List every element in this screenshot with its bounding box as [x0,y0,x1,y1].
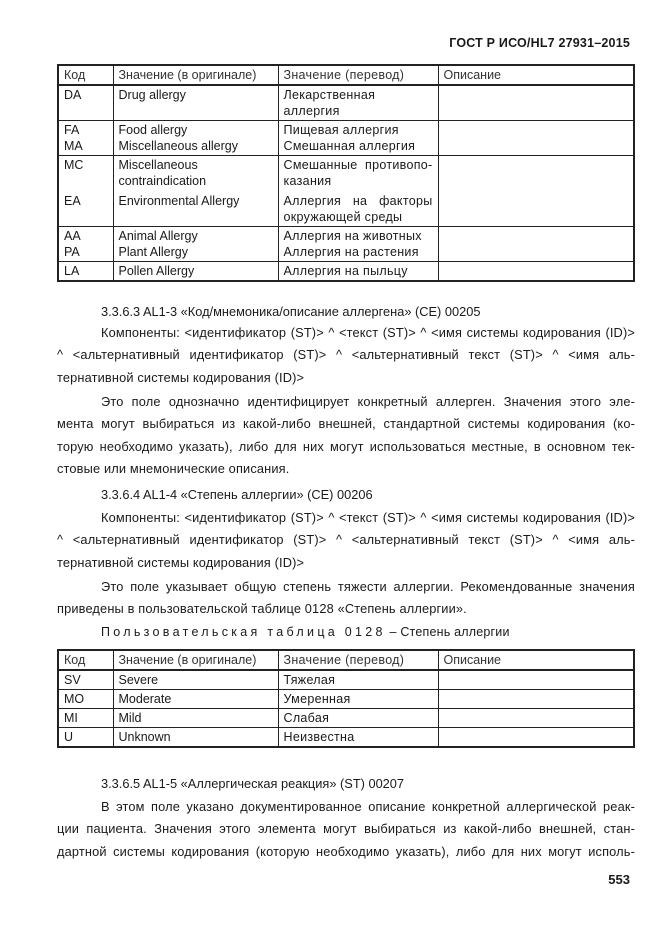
allergy-severity-table [57,649,635,748]
translation-cell: Аллергия на пыльцу [278,262,438,282]
original-cell: Animal Allergy Plant Allergy [113,227,278,262]
column-header-description: Описание [438,650,634,670]
translation-cell: Пищевая аллергия Смешанная аллергия [278,121,438,156]
translation-cell: Смешанные противопо- казания Аллергия на факторы окружающей среды [278,156,438,227]
description-cell [438,709,634,728]
page-number: 553 [608,872,630,887]
allergy-type-table [57,64,635,282]
section-363-heading: 3.3.6.3 AL1-3 «Код/мнемоника/описание аллергена» (CE) 00205 [101,304,481,319]
description-cell [438,670,634,690]
column-header-original: Значение (в оригинале) [113,65,278,85]
table-header-row [58,65,634,85]
description-cell [438,121,634,156]
column-header-code: Код [58,65,113,85]
table-row [58,262,634,282]
original-cell: Moderate [113,690,278,709]
code-cell: SV [58,670,113,690]
translation-cell: Умеренная [278,690,438,709]
table-caption-title: Степень аллергии [400,625,510,639]
description-cell [438,85,634,121]
section-363-description: Это поле однозначно идентифицирует конкретный аллерген. Значения этого эле-мента могут выбираться из какой-либо внешней, стандартной системы кодирования (ко-торую необходимо указать), либо для них могут использоваться местные, в основном тек-стовые или мнемонические описания. [57,394,635,476]
translation-cell: Неизвестна [278,728,438,748]
code-cell: FA MA [58,121,113,156]
original-cell: Pollen Allergy [113,262,278,282]
original-cell: Miscellaneous contraindication Environmental Allergy [113,156,278,227]
table-row [58,156,634,227]
code-cell: AA PA [58,227,113,262]
original-cell: Unknown [113,728,278,748]
column-header-translation: Значение (перевод) [278,650,438,670]
code-cell: DA [58,85,113,121]
original-cell: Drug allergy [113,85,278,121]
table-row [58,709,634,728]
original-cell: Food allergy Miscellaneous allergy [113,121,278,156]
translation-cell: Лекарственная аллергия [278,85,438,121]
table-caption [101,625,510,639]
original-cell: Severe [113,670,278,690]
section-364-description: Это поле указывает общую степень тяжести аллергии. Рекомендованные значения приведены в пользовательской таблице 0128 «Степень аллергии». [57,579,635,617]
translation-cell: Слабая [278,709,438,728]
table-row [58,85,634,121]
original-cell: Mild [113,709,278,728]
column-header-translation: Значение (перевод) [278,65,438,85]
translation-cell: Аллергия на животных Аллергия на растения [278,227,438,262]
description-cell [438,728,634,748]
description-cell [438,227,634,262]
table-row [58,690,634,709]
table-row [58,728,634,748]
section-364-heading: 3.3.6.4 AL1-4 «Степень аллергии» (CE) 00206 [101,487,373,502]
description-cell [438,156,634,227]
table-caption-label: Пользовательская таблица 0128 [101,625,386,639]
table-header-row [58,650,634,670]
column-header-code: Код [58,650,113,670]
description-cell [438,262,634,282]
table-row [58,670,634,690]
table-caption-dash: – [385,625,401,639]
code-cell: LA [58,262,113,282]
code-cell: U [58,728,113,748]
table-row [58,227,634,262]
code-cell: MC EA [58,156,113,227]
column-header-description: Описание [438,65,634,85]
section-364-components: Компоненты: <идентификатор (ST)> ^ <текст (ST)> ^ <имя системы кодирования (ID)> ^ <альтернативный идентификатор (ST)> ^ <альтернативный текст (ST)> ^ <имя аль-тернативной системы кодирования (ID)> [57,510,635,570]
section-363-components: Компоненты: <идентификатор (ST)> ^ <текст (ST)> ^ <имя системы кодирования (ID)> ^ <альтернативный идентификатор (ST)> ^ <альтернативный текст (ST)> ^ <имя аль-тернативной системы кодирования (ID)> [57,325,635,385]
section-365-heading: 3.3.6.5 AL1-5 «Аллергическая реакция» (ST) 00207 [101,776,405,791]
code-cell: MI [58,709,113,728]
table-row [58,121,634,156]
column-header-original: Значение (в оригинале) [113,650,278,670]
standard-header: ГОСТ Р ИСО/HL7 27931–2015 [449,36,630,50]
description-cell [438,690,634,709]
code-cell: MO [58,690,113,709]
section-365-description: В этом поле указано документированное описание конкретной аллергической реак-ции пациента. Значения этого элемента могут выбираться из какой-либо внешней, стан-дартной системы кодирования (которую необходимо указать), либо для них могут исполь- [57,799,635,859]
translation-cell: Тяжелая [278,670,438,690]
